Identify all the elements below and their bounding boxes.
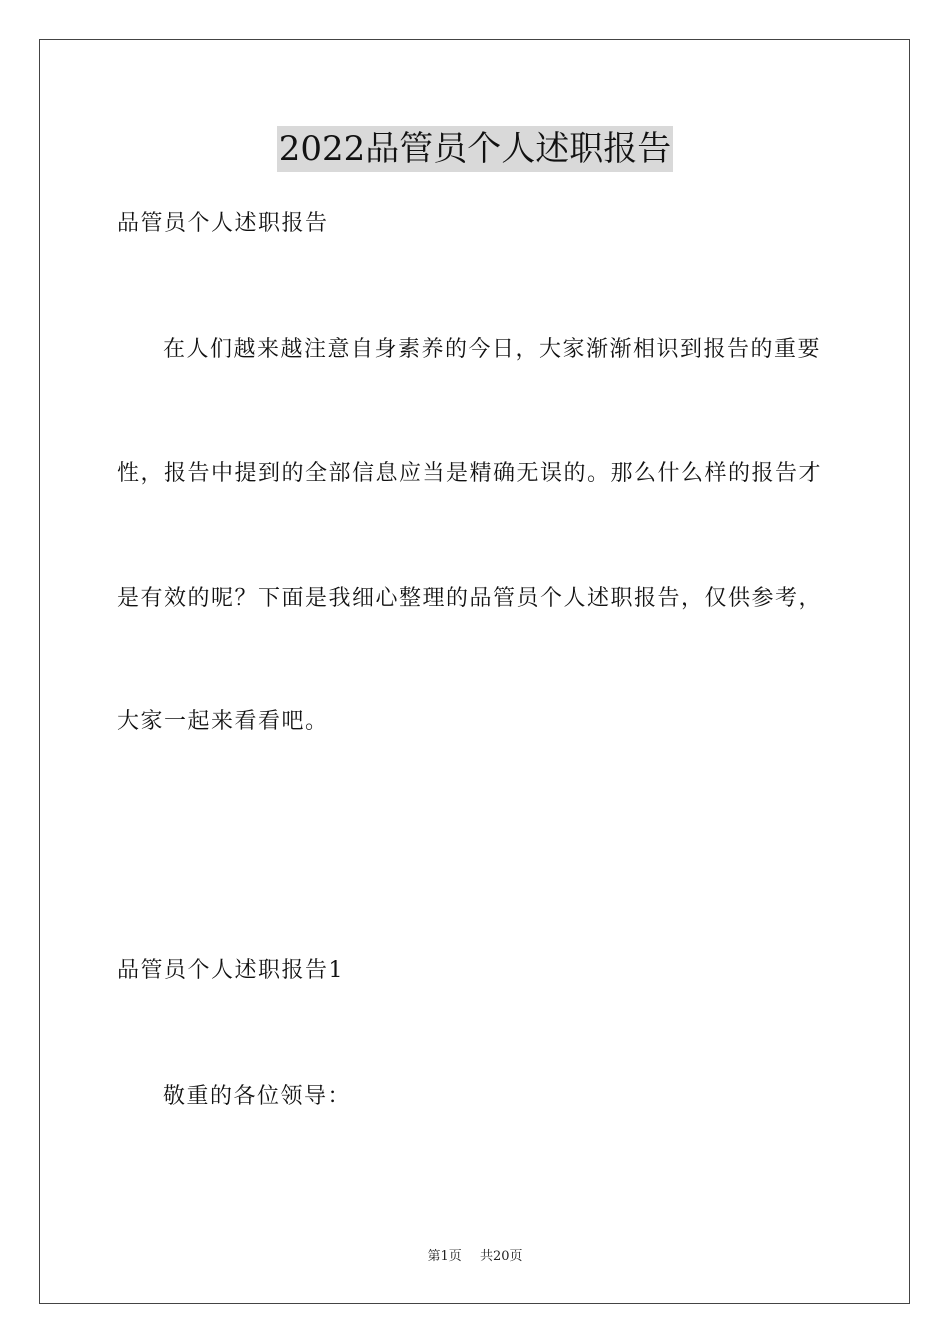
page-footer xyxy=(0,1248,950,1266)
document-title xyxy=(0,126,950,172)
salutation: 敬重的各位领导： xyxy=(163,1084,352,1109)
intro-line-4: 大家一起来看看吧。 xyxy=(117,709,329,734)
intro-line-3: 是有效的呢？下面是我细心整理的品管员个人述职报告，仅供参考， xyxy=(117,586,823,611)
intro-line-1: 在人们越来越注意自身素养的今日，大家渐渐相识到报告的重要 xyxy=(163,337,822,362)
document-title-text: 2022品管员个人述职报告 xyxy=(277,126,674,172)
page-number: 第1页 xyxy=(427,1249,462,1264)
document-subtitle: 品管员个人述职报告 xyxy=(117,211,329,236)
intro-line-2: 性，报告中提到的全部信息应当是精确无误的。那么什么样的报告才 xyxy=(117,461,823,486)
section-heading: 品管员个人述职报告1 xyxy=(117,958,344,983)
page-total: 共20页 xyxy=(479,1249,523,1264)
